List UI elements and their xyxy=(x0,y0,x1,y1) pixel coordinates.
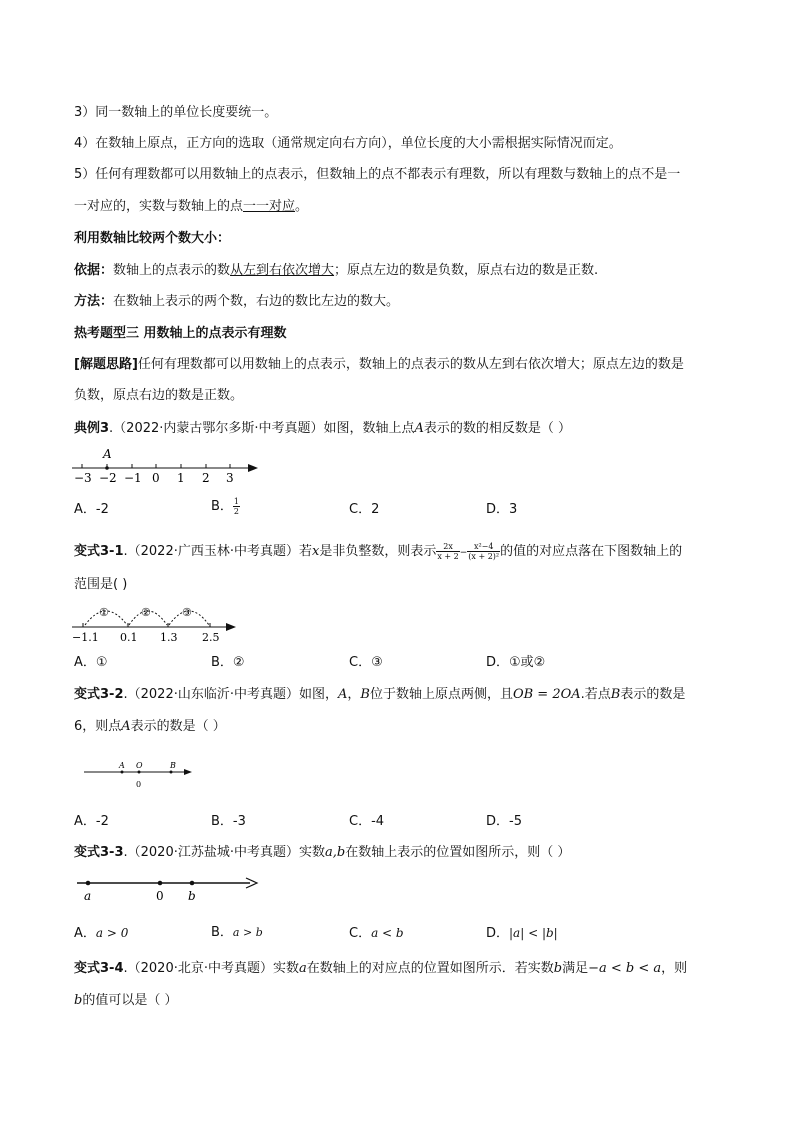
example3-number-line xyxy=(70,447,265,485)
example3-option-a[interactable]: A．-2 xyxy=(74,502,109,517)
axis-label: B xyxy=(170,761,176,770)
variant3-1-number-line xyxy=(70,600,240,644)
variant3-2-line2: 6，则点A表示的数是（ ） xyxy=(74,719,226,734)
variant3-2-option-c[interactable]: C．-4 xyxy=(349,814,385,829)
variant3-3-option-b[interactable]: B．a > b xyxy=(211,925,263,940)
point-A xyxy=(105,466,109,470)
variant3-3-option-d[interactable]: D．|a| < |b| xyxy=(486,926,558,941)
type3-idea-line1: [解题思路]任何有理数都可以用数轴上的点表示，数轴上的点表示的数从左到右依次增大；原点左边的数是 xyxy=(74,357,684,372)
arc-label: ② xyxy=(141,606,151,619)
fraction-x2-4: $\frac{\text{x²−4}}{\text{(x + 2)²}}$ xyxy=(468,542,500,561)
fraction-one-half: $\frac{1}{2}$ xyxy=(233,497,240,516)
rule-5-line1: 5）任何有理数都可以用数轴上的点表示，但数轴上的点不都表示有理数，所以有理数与数轴上的点不是一 xyxy=(74,167,681,182)
example3-option-d[interactable]: D．3 xyxy=(486,502,518,517)
point-O xyxy=(138,771,141,774)
variant3-2-option-b[interactable]: B．-3 xyxy=(211,814,246,829)
tick-label: −1 xyxy=(124,471,142,485)
variant3-1-option-c[interactable]: C．③ xyxy=(349,655,383,670)
tick-label: 1 xyxy=(177,471,185,485)
tick-label: 3 xyxy=(226,471,234,485)
underlined-answer: 一一对应 xyxy=(243,199,296,214)
compare-heading: 利用数轴比较两个数大小： xyxy=(74,231,231,246)
arc-label: ① xyxy=(99,606,109,619)
axis-label: A xyxy=(119,761,125,770)
rule-3: 3）同一数轴上的单位长度要统一。 xyxy=(74,105,278,120)
variant3-2-number-line xyxy=(82,758,202,792)
zero-label: 0 xyxy=(136,780,142,789)
point-a xyxy=(86,881,91,886)
axis-label: b xyxy=(188,889,196,903)
rule-5-line2: 一对应的，实数与数轴上的点一一对应。 xyxy=(74,199,309,214)
point-A-label: A xyxy=(103,447,112,461)
variant3-1-question: 变式3-1.（2022·广西玉林·中考真题）若x是非负整数，则表示 $\frac{2x}{x + 2}$ − $\frac{\text{x²−4}}{\text{(x + 2)²}}$ 的值的对应点落在下图数轴上的 xyxy=(74,542,683,561)
tick-label: 0 xyxy=(152,471,160,485)
rule-4: 4）在数轴上原点，正方向的选取（通常规定向右方向），单位长度的大小需根据实际情况而定。 xyxy=(74,136,622,151)
tick-label: 0.1 xyxy=(120,631,138,644)
variant3-1-option-b[interactable]: B．② xyxy=(211,655,245,670)
example3-question: 典例3.（2022·内蒙古鄂尔多斯·中考真题）如图，数轴上点A表示的数的相反数是（ ） xyxy=(74,421,572,436)
variant3-2-option-d[interactable]: D．-5 xyxy=(486,814,522,829)
example3-ticks xyxy=(82,464,230,468)
point-B xyxy=(170,771,173,774)
example3-option-b[interactable]: B． $\frac{1}{2}$ xyxy=(211,497,240,516)
variant3-1-option-a[interactable]: A．① xyxy=(74,655,108,670)
type3-idea-line2: 负数，原点右边的数是正数。 xyxy=(74,388,244,403)
point-A xyxy=(121,771,124,774)
variant3-2-option-a[interactable]: A．-2 xyxy=(74,814,109,829)
point-zero xyxy=(158,881,163,886)
variant3-3-option-c[interactable]: C．a < b xyxy=(349,926,404,941)
variant3-1-line2: 范围是( ) xyxy=(74,577,128,592)
variant3-3-option-a[interactable]: A．a > 0 xyxy=(74,926,129,941)
fraction-2x: $\frac{2x}{x + 2}$ xyxy=(437,542,459,561)
tick-label: 2 xyxy=(202,471,210,485)
type3-heading: 热考题型三 用数轴上的点表示有理数 xyxy=(74,326,287,341)
tick-label: −3 xyxy=(74,471,92,485)
variant3-3-question: 变式3-3.（2020·江苏盐城·中考真题）实数a,b在数轴上表示的位置如图所示，则（ ） xyxy=(74,845,571,860)
tick-label: −2 xyxy=(99,471,117,485)
axis-label: 0 xyxy=(156,889,164,903)
axis-label: a xyxy=(84,889,92,903)
variant3-4-line2: b的值可以是（ ） xyxy=(74,993,178,1008)
variant3-2-question: 变式3-2.（2022·山东临沂·中考真题）如图，A，B位于数轴上原点两侧，且OB = 2OA.若点B表示的数是 xyxy=(74,687,686,702)
compare-basis: 依据：数轴上的点表示的数从左到右依次增大；原点左边的数是负数，原点右边的数是正数. xyxy=(74,263,599,278)
variant3-3-number-line xyxy=(75,872,265,906)
point-b xyxy=(190,881,195,886)
example3-option-c[interactable]: C．2 xyxy=(349,502,380,517)
tick-label: 1.3 xyxy=(160,631,178,644)
tick-label: −1.1 xyxy=(72,631,99,644)
arc-label: ③ xyxy=(182,606,192,619)
compare-method: 方法：在数轴上表示的两个数，右边的数比左边的数大。 xyxy=(74,294,400,309)
variant3-1-option-d[interactable]: D．①或② xyxy=(486,655,546,670)
tick-label: 2.5 xyxy=(202,631,220,644)
variant3-4-question: 变式3-4.（2020·北京·中考真题）实数a在数轴上的对应点的位置如图所示．若实数b满足−a < b < a，则 xyxy=(74,961,688,976)
axis-label: O xyxy=(136,761,143,770)
